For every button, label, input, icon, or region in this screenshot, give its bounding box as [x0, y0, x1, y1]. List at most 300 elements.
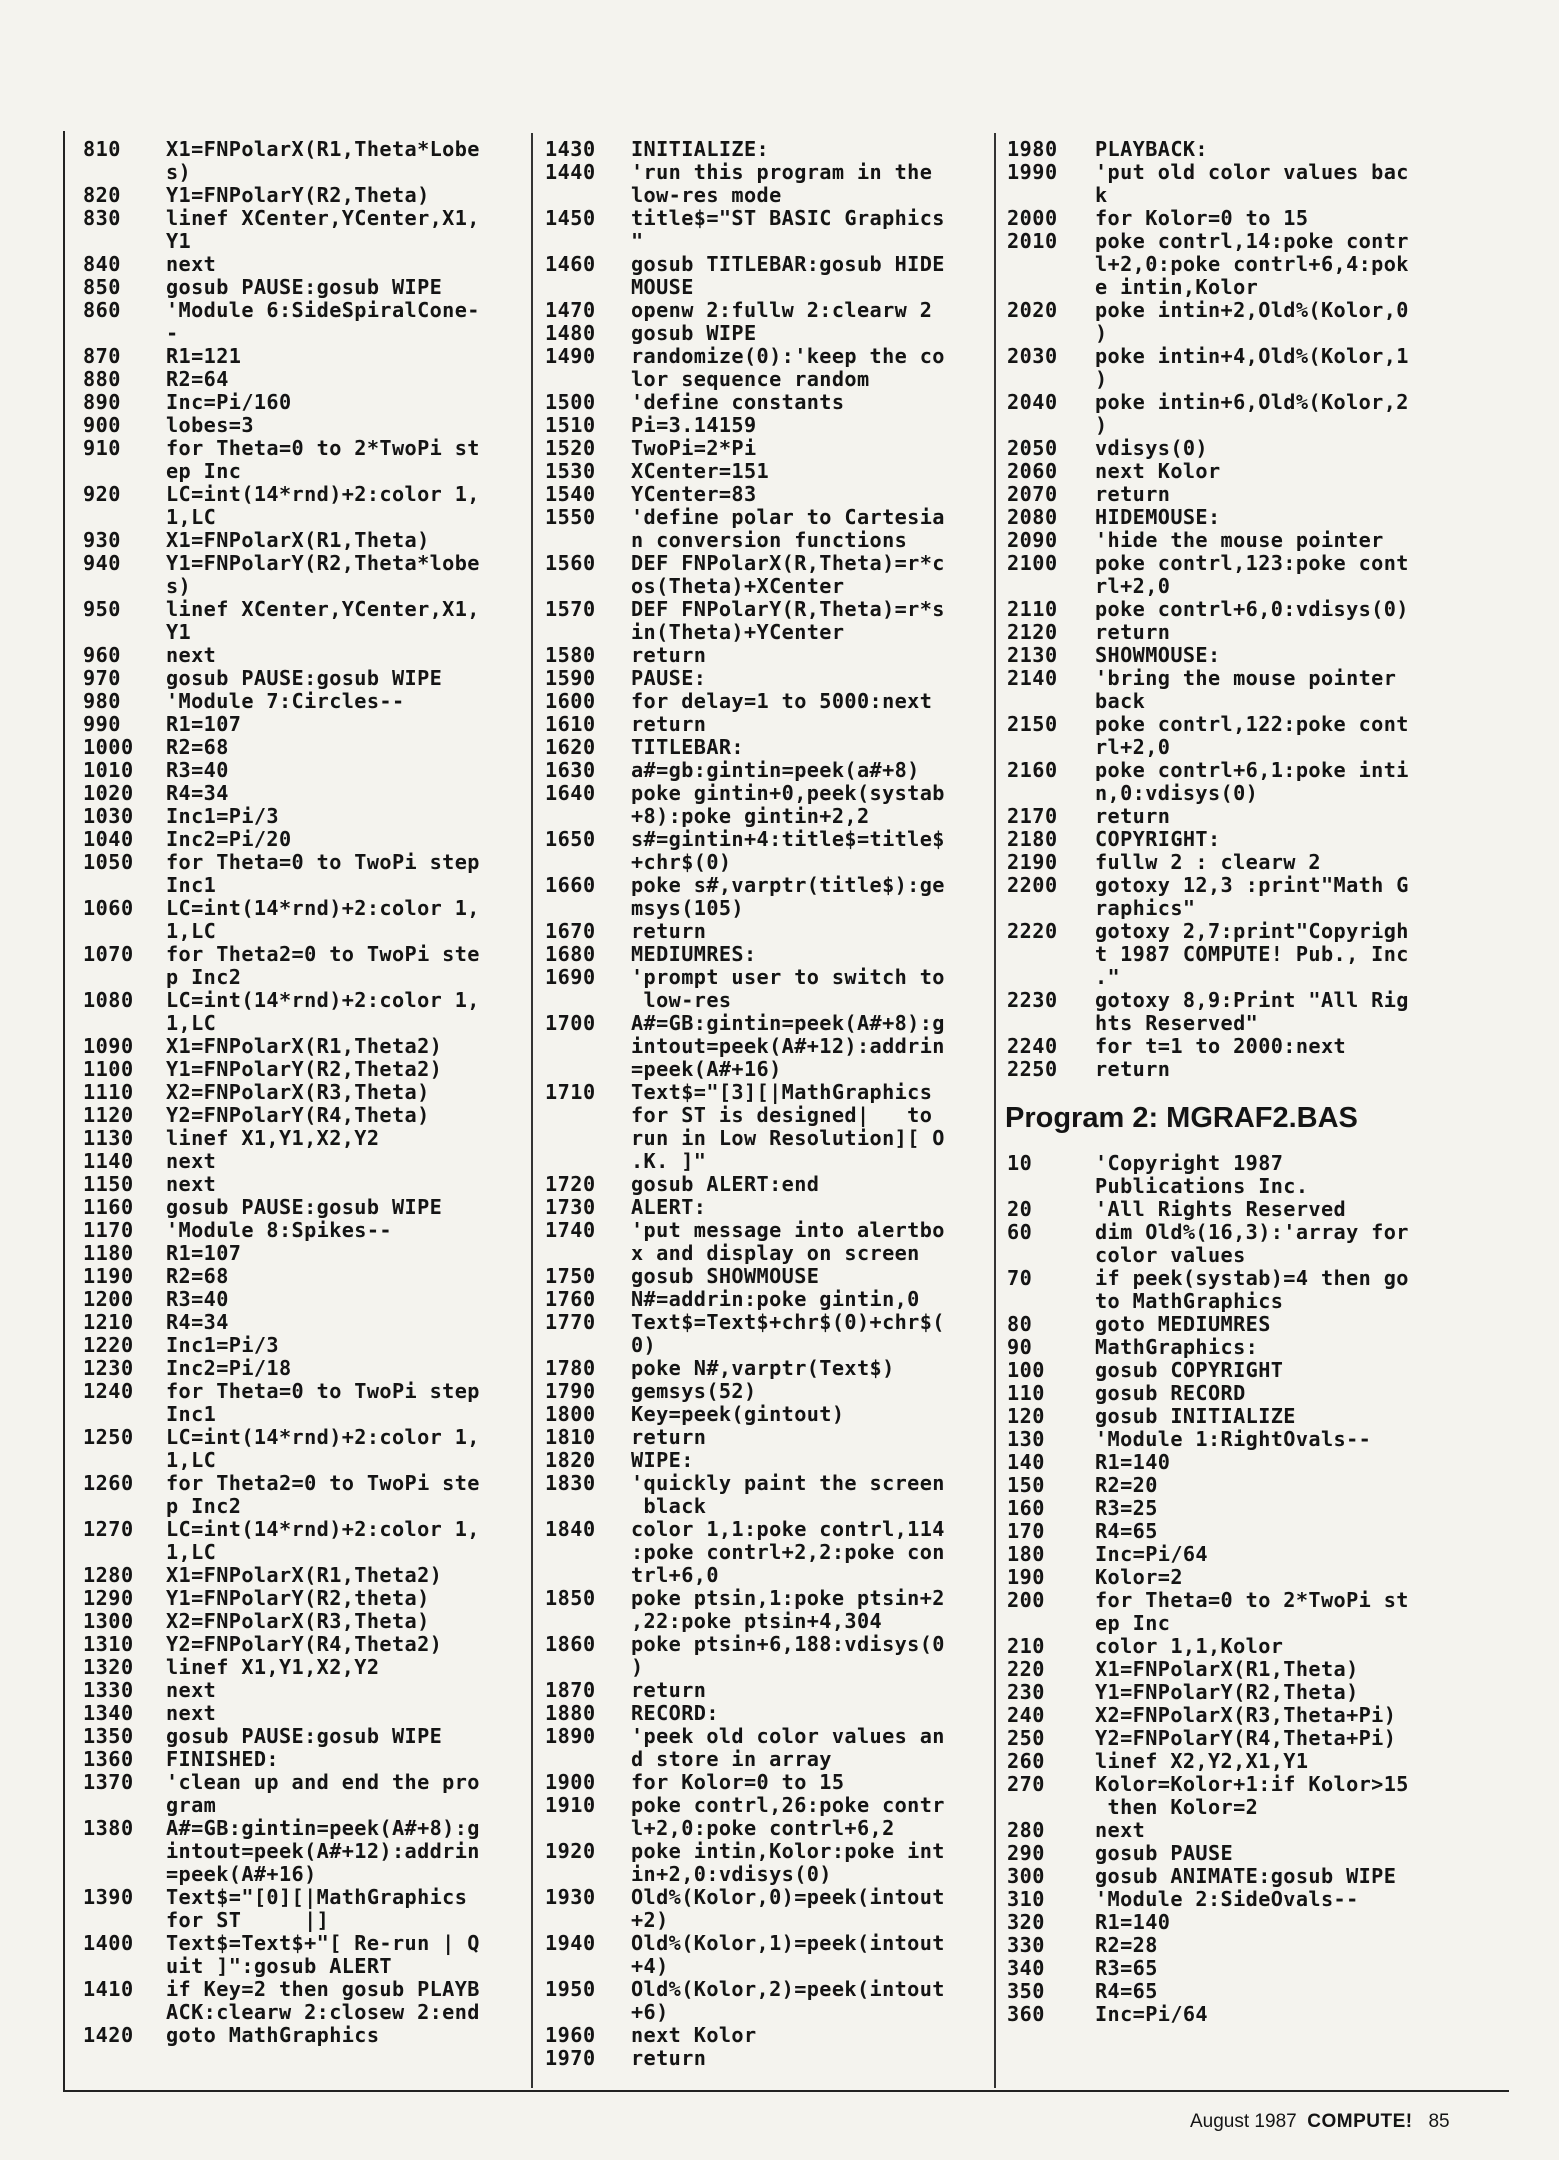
line-number: 1950: [545, 1977, 596, 2001]
code-text: t 1987 COMPUTE! Pub., Inc: [1095, 942, 1409, 966]
code-text: s): [166, 574, 192, 598]
code-line: [83, 1127, 523, 1150]
code-line: [545, 437, 990, 460]
line-number: 1730: [545, 1195, 596, 1219]
code-text: Old%(Kolor,1)=peek(intout: [631, 1931, 945, 1955]
code-line: [545, 759, 990, 782]
line-number: 20: [1007, 1197, 1033, 1221]
code-line: [545, 1357, 990, 1380]
code-text: DEF FNPolarY(R,Theta)=r*s: [631, 597, 945, 621]
code-line: [1007, 1727, 1462, 1750]
line-number: 140: [1007, 1450, 1045, 1474]
line-number: 2180: [1007, 827, 1058, 851]
code-line: [1007, 1566, 1462, 1589]
code-line: [1007, 805, 1462, 828]
line-number: 1570: [545, 597, 596, 621]
line-number-spacer: [83, 506, 166, 529]
code-text: TITLEBAR:: [631, 735, 744, 759]
code-text: A#=GB:gintin=peek(A#+8):g: [166, 1816, 480, 1840]
code-text: gosub ALERT:end: [631, 1172, 820, 1196]
code-line: [83, 690, 523, 713]
code-line: [83, 782, 523, 805]
code-line: [1007, 1267, 1462, 1313]
line-number: 10: [1007, 1151, 1033, 1175]
listing-column-1: [83, 138, 523, 2047]
line-number-spacer: [1007, 782, 1095, 805]
code-text: black: [631, 1494, 707, 1518]
code-line: [1007, 1773, 1462, 1819]
code-text: vdisys(0): [1095, 436, 1208, 460]
code-line: [1007, 1934, 1462, 1957]
code-line: [83, 1058, 523, 1081]
line-number: 360: [1007, 2002, 1045, 2026]
code-text: next Kolor: [631, 2023, 757, 2047]
code-text: R2=64: [166, 367, 229, 391]
code-line: [83, 1817, 523, 1886]
line-number: 1630: [545, 758, 596, 782]
code-text: X1=FNPolarX(R1,Theta): [166, 528, 430, 552]
line-number: 1750: [545, 1264, 596, 1288]
code-text: Y1=FNPolarY(R2,Theta*lobe: [166, 551, 480, 575]
code-line: [545, 1840, 990, 1886]
code-text: 'Module 8:Spikes--: [166, 1218, 392, 1242]
code-text: RECORD:: [631, 1701, 719, 1725]
line-number: 2100: [1007, 551, 1058, 575]
code-text: LC=int(14*rnd)+2:color 1,: [166, 482, 480, 506]
code-text: ): [1095, 321, 1108, 345]
line-number: 1560: [545, 551, 596, 575]
code-text: R1=107: [166, 1241, 242, 1265]
line-number-spacer: [83, 1495, 166, 1518]
code-text: to MathGraphics: [1095, 1289, 1284, 1313]
code-text: dim Old%(16,3):'array for: [1095, 1220, 1409, 1244]
code-text: X1=FNPolarX(R1,Theta2): [166, 1563, 443, 1587]
line-number: 1050: [83, 850, 134, 874]
code-line: [1007, 1198, 1462, 1221]
line-number-spacer: [83, 1863, 166, 1886]
line-number: 1120: [83, 1103, 134, 1127]
code-text: 'clean up and end the pro: [166, 1770, 480, 1794]
code-line: [1007, 299, 1462, 345]
code-text: N#=addrin:poke gintin,0: [631, 1287, 920, 1311]
line-number: 960: [83, 643, 121, 667]
code-text: s): [166, 160, 192, 184]
line-number: 2230: [1007, 988, 1058, 1012]
line-number: 2060: [1007, 459, 1058, 483]
line-number: 60: [1007, 1220, 1033, 1244]
code-line: [83, 1633, 523, 1656]
code-text: 'Module 6:SideSpiralCone-: [166, 298, 480, 322]
code-line: [1007, 1635, 1462, 1658]
code-text: MOUSE: [631, 275, 694, 299]
line-number: 1400: [83, 1931, 134, 1955]
code-line: [83, 345, 523, 368]
code-text: 'Copyright 1987: [1095, 1151, 1284, 1175]
line-number: 240: [1007, 1703, 1045, 1727]
line-number: 1920: [545, 1839, 596, 1863]
code-line: [1007, 1058, 1462, 1081]
code-text: X2=FNPolarX(R3,Theta+Pi): [1095, 1703, 1397, 1727]
code-text: next: [1095, 1818, 1146, 1842]
line-number-spacer: [545, 1104, 631, 1127]
code-line: [1007, 1750, 1462, 1773]
line-number: 1150: [83, 1172, 134, 1196]
code-line: [545, 782, 990, 828]
line-number: 1710: [545, 1080, 596, 1104]
code-text: gosub SHOWMOUSE: [631, 1264, 820, 1288]
line-number: 1340: [83, 1701, 134, 1725]
line-number-spacer: [1007, 1175, 1095, 1198]
code-text: 'peek old color values an: [631, 1724, 945, 1748]
code-text: poke contrl+6,0:vdisys(0): [1095, 597, 1409, 621]
code-text: return: [631, 919, 707, 943]
code-line: [1007, 1957, 1462, 1980]
line-number: 1180: [83, 1241, 134, 1265]
line-number: 1270: [83, 1517, 134, 1541]
line-number: 1700: [545, 1011, 596, 1035]
line-number: 1890: [545, 1724, 596, 1748]
code-text: gosub ANIMATE:gosub WIPE: [1095, 1864, 1397, 1888]
line-number: 1970: [545, 2046, 596, 2070]
code-text: 1,LC: [166, 1448, 217, 1472]
code-text: raphics": [1095, 896, 1196, 920]
line-number: 1220: [83, 1333, 134, 1357]
code-text: gosub WIPE: [631, 321, 757, 345]
code-text: X1=FNPolarX(R1,Theta): [1095, 1657, 1359, 1681]
code-line: [545, 552, 990, 598]
code-line: [545, 920, 990, 943]
code-line: [83, 598, 523, 644]
code-line: [1007, 1658, 1462, 1681]
line-number: 200: [1007, 1588, 1045, 1612]
code-text: R3=40: [166, 758, 229, 782]
line-number: 2150: [1007, 712, 1058, 736]
line-number-spacer: [1007, 1796, 1095, 1819]
code-text: +4): [631, 1954, 669, 1978]
code-text: rl+2,0: [1095, 735, 1171, 759]
code-line: [1007, 161, 1462, 207]
code-text: LC=int(14*rnd)+2:color 1,: [166, 1425, 480, 1449]
line-number-spacer: [545, 1656, 631, 1679]
code-text: poke contrl,123:poke cont: [1095, 551, 1409, 575]
line-number: 230: [1007, 1680, 1045, 1704]
code-text: color 1,1,Kolor: [1095, 1634, 1284, 1658]
code-line: [1007, 1842, 1462, 1865]
line-number-spacer: [545, 1564, 631, 1587]
code-line: [1007, 1888, 1462, 1911]
code-line: [545, 2024, 990, 2047]
line-number-spacer: [1007, 253, 1095, 276]
footer-magazine: COMPUTE!: [1307, 2111, 1413, 2132]
line-number: 1500: [545, 390, 596, 414]
code-text: Y1=FNPolarY(R2,Theta2): [166, 1057, 443, 1081]
code-text: Inc=Pi/160: [166, 390, 292, 414]
code-text: Text$="[3][|MathGraphics: [631, 1080, 933, 1104]
line-number: 830: [83, 206, 121, 230]
line-number: 1200: [83, 1287, 134, 1311]
line-number: 2020: [1007, 298, 1058, 322]
code-text: gosub PAUSE:gosub WIPE: [166, 666, 443, 690]
code-text: 'quickly paint the screen: [631, 1471, 945, 1495]
code-text: R2=28: [1095, 1933, 1158, 1957]
line-number: 1550: [545, 505, 596, 529]
line-number: 980: [83, 689, 121, 713]
line-number-spacer: [1007, 1012, 1095, 1035]
line-number: 350: [1007, 1979, 1045, 2003]
code-text: R1=140: [1095, 1910, 1171, 1934]
code-text: for Theta=0 to 2*TwoPi st: [166, 436, 480, 460]
listing-column-3: [1007, 138, 1462, 2026]
line-number-spacer: [545, 851, 631, 874]
code-line: [83, 1748, 523, 1771]
line-number: 820: [83, 183, 121, 207]
code-text: poke ptsin,1:poke ptsin+2: [631, 1586, 945, 1610]
code-line: [1007, 230, 1462, 299]
line-number: 1240: [83, 1379, 134, 1403]
line-number: 1460: [545, 252, 596, 276]
footer-month: August 1987: [1190, 2111, 1297, 2132]
code-text: 1,LC: [166, 1540, 217, 1564]
code-text: run in Low Resolution][ O: [631, 1126, 945, 1150]
code-text: randomize(0):'keep the co: [631, 344, 945, 368]
code-line: [83, 552, 523, 598]
code-text: then Kolor=2: [1095, 1795, 1259, 1819]
line-number: 1820: [545, 1448, 596, 1472]
code-text: gosub INITIALIZE: [1095, 1404, 1296, 1428]
code-text: for Kolor=0 to 15: [1095, 206, 1309, 230]
code-line: [545, 1771, 990, 1794]
line-number: 1870: [545, 1678, 596, 1702]
line-number-spacer: [1007, 943, 1095, 966]
line-number: 1660: [545, 873, 596, 897]
line-number-spacer: [83, 621, 166, 644]
code-text: trl+6,0: [631, 1563, 719, 1587]
code-line: [545, 1587, 990, 1633]
line-number-spacer: [83, 575, 166, 598]
line-number: 1960: [545, 2023, 596, 2047]
code-text: R3=65: [1095, 1956, 1158, 1980]
code-text: return: [631, 1425, 707, 1449]
line-number-spacer: [545, 276, 631, 299]
code-line: [545, 1518, 990, 1587]
code-text: gosub COPYRIGHT: [1095, 1358, 1284, 1382]
line-number: 940: [83, 551, 121, 575]
code-text: for Theta=0 to TwoPi step: [166, 1379, 480, 1403]
code-line: [83, 828, 523, 851]
line-number: 2090: [1007, 528, 1058, 552]
line-number: 1640: [545, 781, 596, 805]
code-text: 'define constants: [631, 390, 845, 414]
line-number-spacer: [83, 966, 166, 989]
line-number: 1290: [83, 1586, 134, 1610]
code-text: ALERT:: [631, 1195, 707, 1219]
code-line: [83, 1518, 523, 1564]
line-number: 930: [83, 528, 121, 552]
code-line: [1007, 345, 1462, 391]
line-number: 1850: [545, 1586, 596, 1610]
line-number-spacer: [545, 621, 631, 644]
code-text: goto MEDIUMRES: [1095, 1312, 1271, 1336]
code-text: uit ]":gosub ALERT: [166, 1954, 392, 1978]
code-text: FINISHED:: [166, 1747, 279, 1771]
code-line: [83, 529, 523, 552]
code-text: R4=34: [166, 781, 229, 805]
line-number: 1740: [545, 1218, 596, 1242]
code-text: poke intin+2,Old%(Kolor,0: [1095, 298, 1409, 322]
line-number-spacer: [83, 1541, 166, 1564]
code-text: Y1=FNPolarY(R2,theta): [166, 1586, 430, 1610]
code-line: [83, 483, 523, 529]
code-text: X1=FNPolarX(R1,Theta2): [166, 1034, 443, 1058]
code-line: [1007, 483, 1462, 506]
line-number-spacer: [1007, 736, 1095, 759]
line-number: 2080: [1007, 505, 1058, 529]
line-number: 1080: [83, 988, 134, 1012]
code-line: [545, 1081, 990, 1173]
line-number-spacer: [545, 1495, 631, 1518]
code-line: [83, 713, 523, 736]
line-number: 1760: [545, 1287, 596, 1311]
code-text: Old%(Kolor,0)=peek(intout: [631, 1885, 945, 1909]
line-number: 220: [1007, 1657, 1045, 1681]
code-line: [83, 1656, 523, 1679]
line-number-spacer: [83, 2001, 166, 2024]
line-number: 1490: [545, 344, 596, 368]
code-line: [1007, 1035, 1462, 1058]
code-line: [1007, 1474, 1462, 1497]
code-text: gemsys(52): [631, 1379, 757, 1403]
line-number: 1620: [545, 735, 596, 759]
code-line: [1007, 1819, 1462, 1842]
code-text: +6): [631, 2000, 669, 2024]
code-line: [1007, 667, 1462, 713]
code-line: [1007, 1497, 1462, 1520]
code-text: PLAYBACK:: [1095, 137, 1208, 161]
code-line: [545, 1702, 990, 1725]
code-line: [545, 391, 990, 414]
code-line: [545, 1426, 990, 1449]
line-number-spacer: [545, 2001, 631, 2024]
code-line: [545, 713, 990, 736]
line-number: 1280: [83, 1563, 134, 1587]
code-text: in+2,0:vdisys(0): [631, 1862, 832, 1886]
code-line: [545, 1978, 990, 2024]
code-text: poke s#,varptr(title$):ge: [631, 873, 945, 897]
line-number-spacer: [545, 368, 631, 391]
code-text: Y2=FNPolarY(R4,Theta+Pi): [1095, 1726, 1397, 1750]
line-number-spacer: [1007, 322, 1095, 345]
line-number: 100: [1007, 1358, 1045, 1382]
line-number: 1420: [83, 2023, 134, 2047]
code-text: Y1: [166, 229, 192, 253]
code-text: openw 2:fullw 2:clearw 2: [631, 298, 933, 322]
line-number-spacer: [1007, 414, 1095, 437]
code-text: l+2,0:poke contrl+6,4:pok: [1095, 252, 1409, 276]
code-line: [83, 1587, 523, 1610]
code-line: [545, 644, 990, 667]
line-number-spacer: [545, 1127, 631, 1150]
line-number: 1380: [83, 1816, 134, 1840]
code-text: ep Inc: [166, 459, 242, 483]
line-number: 1040: [83, 827, 134, 851]
line-number: 260: [1007, 1749, 1045, 1773]
code-line: [545, 1288, 990, 1311]
line-number: 300: [1007, 1864, 1045, 1888]
code-text: intout=peek(A#+12):addrin: [166, 1839, 480, 1863]
code-text: Key=peek(gintout): [631, 1402, 845, 1426]
code-line: [1007, 1520, 1462, 1543]
code-text: LC=int(14*rnd)+2:color 1,: [166, 1517, 480, 1541]
line-number: 1980: [1007, 137, 1058, 161]
code-text: for t=1 to 2000:next: [1095, 1034, 1347, 1058]
code-line: [83, 414, 523, 437]
line-number-spacer: [83, 230, 166, 253]
code-text: ep Inc: [1095, 1611, 1171, 1635]
code-line: [545, 414, 990, 437]
code-text: R2=68: [166, 735, 229, 759]
code-text: for Theta2=0 to TwoPi ste: [166, 1471, 480, 1495]
code-line: [83, 667, 523, 690]
code-line: [83, 1771, 523, 1817]
code-text: gosub PAUSE:gosub WIPE: [166, 1724, 443, 1748]
code-line: [1007, 1405, 1462, 1428]
line-number-spacer: [545, 1035, 631, 1058]
line-number: 1430: [545, 137, 596, 161]
line-number: 2050: [1007, 436, 1058, 460]
line-number-spacer: [1007, 276, 1095, 299]
code-text: ): [1095, 413, 1108, 437]
code-text: 1,LC: [166, 919, 217, 943]
line-number: 1110: [83, 1080, 134, 1104]
code-text: poke gintin+0,peek(systab: [631, 781, 945, 805]
code-line: [83, 1886, 523, 1932]
line-number-spacer: [545, 897, 631, 920]
line-number: 860: [83, 298, 121, 322]
code-text: for ST is designed| to: [631, 1103, 933, 1127]
line-number-spacer: [83, 1794, 166, 1817]
code-text: R2=20: [1095, 1473, 1158, 1497]
code-line: [83, 897, 523, 943]
line-number: 1510: [545, 413, 596, 437]
line-number: 1440: [545, 160, 596, 184]
code-line: [1007, 2003, 1462, 2026]
code-line: [83, 1150, 523, 1173]
code-line: [545, 138, 990, 161]
code-text: R4=65: [1095, 1519, 1158, 1543]
code-line: [83, 207, 523, 253]
code-line: [83, 1610, 523, 1633]
code-line: [83, 1219, 523, 1242]
code-text: R4=65: [1095, 1979, 1158, 2003]
code-line: [83, 253, 523, 276]
code-text: return: [1095, 804, 1171, 828]
line-number: 1530: [545, 459, 596, 483]
code-text: Inc1: [166, 873, 217, 897]
line-number: 2110: [1007, 597, 1058, 621]
code-text: Kolor=Kolor+1:if Kolor>15: [1095, 1772, 1409, 1796]
line-number: 1830: [545, 1471, 596, 1495]
code-text: linef XCenter,YCenter,X1,: [166, 597, 480, 621]
line-number: 990: [83, 712, 121, 736]
line-number: 1810: [545, 1425, 596, 1449]
code-line: [1007, 1152, 1462, 1198]
line-number-spacer: [83, 161, 166, 184]
line-number-spacer: [545, 1909, 631, 1932]
line-number-spacer: [1007, 1612, 1095, 1635]
line-number-spacer: [1007, 575, 1095, 598]
line-number: 160: [1007, 1496, 1045, 1520]
code-line: [83, 805, 523, 828]
